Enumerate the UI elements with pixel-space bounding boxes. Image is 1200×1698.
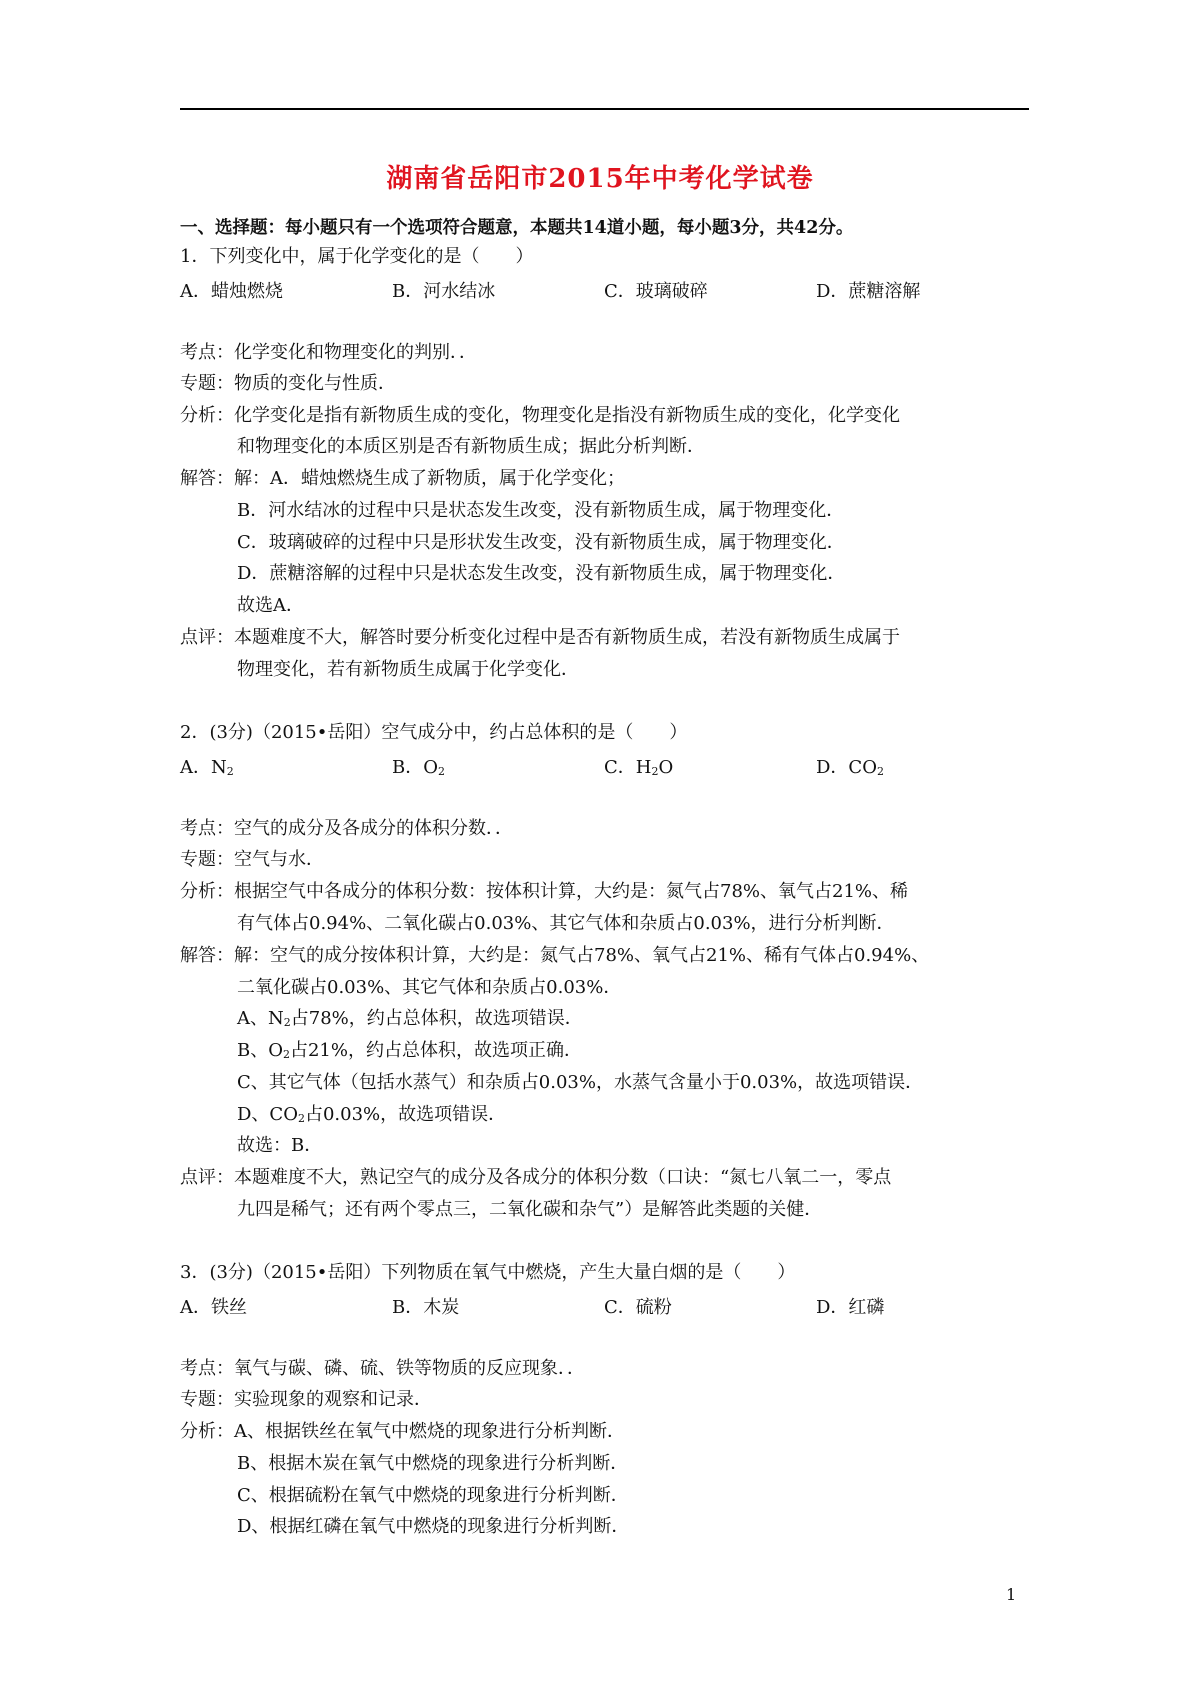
q2-jieda — [180, 945, 929, 967]
fenxi-label: 分析： — [180, 405, 234, 426]
option-b: B．$O_2$ — [392, 757, 445, 778]
q2-jieda-b: B、$O_2$占21%，约占总体积，故选项正确． — [237, 1040, 582, 1061]
option-c: C．$H_2O$ — [604, 757, 674, 778]
q2-fenxi-cont: 有气体占0.94%、二氧化碳占0.03%、其它气体和杂质占0.03%，进行分析判断． — [237, 913, 895, 934]
kaodian-label: 考点： — [180, 342, 234, 363]
question-1-options — [180, 277, 1040, 301]
option-a: A．$N_2$ — [180, 757, 234, 778]
q1-fenxi-cont: 和物理变化的本质区别是否有新物质生成；据此分析判断． — [237, 436, 705, 457]
zhuanti-label: 专题： — [180, 1389, 234, 1410]
option-d: D．$CO_2$ — [816, 757, 884, 778]
q2-jieda-a: A、$N_2$占78%，约占总体积，故选项错误． — [237, 1008, 583, 1029]
fenxi-text: A、根据铁丝在氧气中燃烧的现象进行分析判断． — [234, 1421, 625, 1442]
fenxi-text: 根据空气中各成分的体积分数：按体积计算，大约是：氮气占78%、氧气占21%、稀 — [234, 881, 909, 902]
option-d: D．蔗糖溶解 — [816, 281, 921, 302]
zhuanti-text: 物质的变化与性质． — [234, 373, 396, 394]
question-3-stem: 3．(3分)（2015•岳阳）下列物质在氧气中燃烧，产生大量白烟的是（ ） — [180, 1262, 796, 1283]
page-number: 1 — [1006, 1585, 1017, 1604]
q2-kaodian — [180, 818, 513, 840]
dianping-text: 本题难度不大，熟记空气的成分及各成分的体积分数（口诀：“氮七八氧二一，零点 — [234, 1167, 892, 1188]
jieda-text: 解：空气的成分按体积计算，大约是：氮气占78%、氧气占21%、稀有气体占0.94%、 — [234, 945, 930, 966]
q1-jieda — [180, 468, 625, 490]
q1-zhuanti — [180, 373, 396, 395]
kaodian-text: 化学变化和物理变化的判别．． — [234, 342, 477, 363]
jieda-label: 解答： — [180, 945, 234, 966]
jieda-text: 解：A．蜡烛燃烧生成了新物质，属于化学变化； — [234, 468, 625, 489]
q3-fenxi-d: D、根据红磷在氧气中燃烧的现象进行分析判断． — [237, 1516, 630, 1537]
option-b: B．木炭 — [392, 1297, 460, 1318]
q3-kaodian — [180, 1358, 585, 1380]
question-2-stem: 2．(3分)（2015•岳阳）空气成分中，约占总体积的是（ ） — [180, 722, 688, 743]
q2-jieda-cont: 二氧化碳占0.03%、其它气体和杂质占0.03%． — [237, 977, 622, 998]
section-heading: 一、选择题：每小题只有一个选项符合题意，本题共14道小题，每小题3分，共42分。 — [180, 218, 854, 238]
question-1-stem: 1．下列变化中，属于化学变化的是（ ） — [180, 246, 534, 267]
dianping-text: 本题难度不大，解答时要分析变化过程中是否有新物质生成，若没有新物质生成属于 — [234, 627, 900, 648]
q1-jieda-c: C．玻璃破碎的过程中只是形状发生改变，没有新物质生成，属于物理变化． — [237, 532, 845, 553]
kaodian-text: 氧气与碳、磷、硫、铁等物质的反应现象．． — [234, 1358, 585, 1379]
q2-fenxi — [180, 881, 908, 903]
option-b: B．河水结冰 — [392, 281, 496, 302]
option-d: D．红磷 — [816, 1297, 885, 1318]
fenxi-text: 化学变化是指有新物质生成的变化，物理变化是指没有新物质生成的变化，化学变化 — [234, 405, 900, 426]
option-a: A．铁丝 — [180, 1297, 247, 1318]
dianping-label: 点评： — [180, 627, 234, 648]
option-c: C．玻璃破碎 — [604, 281, 708, 302]
question-3-options — [180, 1293, 1040, 1317]
q3-fenxi — [180, 1421, 625, 1443]
kaodian-label: 考点： — [180, 818, 234, 839]
q3-zhuanti — [180, 1389, 432, 1411]
q3-fenxi-c: C、根据硫粉在氧气中燃烧的现象进行分析判断． — [237, 1485, 629, 1506]
q3-fenxi-b: B、根据木炭在氧气中燃烧的现象进行分析判断． — [237, 1453, 629, 1474]
zhuanti-label: 专题： — [180, 373, 234, 394]
q1-dianping — [180, 627, 900, 649]
q1-answer: 故选A． — [237, 595, 304, 616]
q1-kaodian — [180, 342, 477, 364]
dianping-label: 点评： — [180, 1167, 234, 1188]
q2-dianping — [180, 1167, 891, 1189]
q2-answer: 故选：B． — [237, 1135, 323, 1156]
q2-dianping-cont: 九四是稀气；还有两个零点三，二氧化碳和杂气”）是解答此类题的关健． — [237, 1199, 823, 1220]
fenxi-label: 分析： — [180, 881, 234, 902]
q2-jieda-d: D、$CO_2$占0.03%，故选项错误． — [237, 1104, 507, 1125]
q2-jieda-c: C、其它气体（包括水蒸气）和杂质占0.03%，水蒸气含量小于0.03%，故选项错误． — [237, 1072, 924, 1093]
q1-jieda-d: D．蔗糖溶解的过程中只是状态发生改变，没有新物质生成，属于物理变化． — [237, 563, 846, 584]
kaodian-label: 考点： — [180, 1358, 234, 1379]
question-2-options — [180, 753, 1040, 777]
header-rule — [180, 108, 1029, 110]
q1-fenxi — [180, 405, 900, 427]
q2-zhuanti — [180, 849, 324, 871]
q1-jieda-b: B．河水结冰的过程中只是状态发生改变，没有新物质生成，属于物理变化． — [237, 500, 845, 521]
q1-dianping-cont: 物理变化，若有新物质生成属于化学变化． — [237, 659, 579, 680]
kaodian-text: 空气的成分及各成分的体积分数．． — [234, 818, 513, 839]
page-title: 湖南省岳阳市2015年中考化学试卷 — [386, 164, 814, 194]
zhuanti-text: 空气与水． — [234, 849, 324, 870]
zhuanti-text: 实验现象的观察和记录． — [234, 1389, 432, 1410]
option-a: A．蜡烛燃烧 — [180, 281, 283, 302]
fenxi-label: 分析： — [180, 1421, 234, 1442]
zhuanti-label: 专题： — [180, 849, 234, 870]
option-c: C．硫粉 — [604, 1297, 672, 1318]
jieda-label: 解答： — [180, 468, 234, 489]
